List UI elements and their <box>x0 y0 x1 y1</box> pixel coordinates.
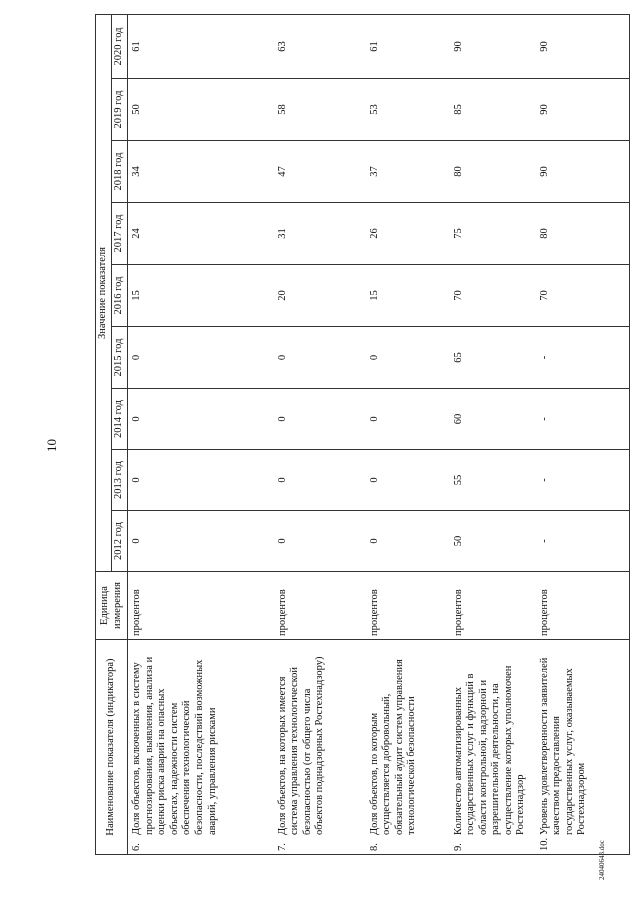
value-cell: 0 <box>274 450 366 511</box>
value-cell: 80 <box>450 141 536 203</box>
value-cell: 0 <box>274 327 366 389</box>
header-year-7: 2019 год <box>112 79 128 141</box>
value-cell: 90 <box>536 14 630 78</box>
indicator-table <box>95 14 630 855</box>
value-cell: 63 <box>274 14 366 78</box>
header-year-6: 2018 год <box>112 141 128 203</box>
value-cell: 24 <box>128 203 274 265</box>
value-cell: 26 <box>366 203 450 265</box>
value-cell: 61 <box>366 14 450 78</box>
indicator-name: Количество автоматизированных государственных услуг и функций в области контрольной, надзорной и разрешительной деятельности, на осуществление которых уполномочен Ростехнадзор <box>452 665 527 835</box>
value-cell: 85 <box>450 79 536 141</box>
value-cell: 0 <box>366 450 450 511</box>
indicator-name-cell <box>274 640 366 855</box>
value-cell: 90 <box>536 79 630 141</box>
header-indicator-values: Значение показателя <box>96 14 112 571</box>
value-cell: 0 <box>128 389 274 450</box>
value-cell: 90 <box>450 14 536 78</box>
value-cell: 0 <box>366 511 450 572</box>
value-cell: 34 <box>128 141 274 203</box>
row-number: 6. <box>131 843 142 851</box>
indicator-name: Доля объектов, по которым осуществляется добровольный, обязательный аудит систем управления технологической безопасности <box>368 659 418 835</box>
unit-cell: процентов <box>128 572 274 640</box>
table-row <box>450 14 536 854</box>
header-year-0: 2012 год <box>112 511 128 572</box>
row-number: 8. <box>368 843 380 851</box>
header-year-5: 2017 год <box>112 203 128 265</box>
value-cell: 47 <box>274 141 366 203</box>
value-cell: 0 <box>128 450 274 511</box>
value-cell: 0 <box>274 511 366 572</box>
header-year-2: 2014 год <box>112 389 128 450</box>
value-cell: 53 <box>366 79 450 141</box>
unit-cell: процентов <box>366 572 450 640</box>
document-file-id: 24040643.doc <box>598 840 606 880</box>
value-cell: 15 <box>366 265 450 327</box>
value-cell: 58 <box>274 79 366 141</box>
value-cell: 90 <box>536 141 630 203</box>
indicator-name-cell <box>128 640 274 855</box>
value-cell: - <box>536 511 630 572</box>
header-year-3: 2015 год <box>112 327 128 389</box>
indicator-name: Уровень удовлетворенности заявителей качеством предоставления государственных услуг, оказываемых Ростехнадзором <box>538 657 588 835</box>
page-number: 10 <box>44 439 59 452</box>
row-number: 10. <box>538 837 550 851</box>
indicator-name: Доля объектов, на которых имеется система управления технологической безопасностью (от общего числа объектов поднадзорных Ростехнадзору) <box>276 656 326 835</box>
row-number: 9. <box>452 843 464 851</box>
value-cell: 37 <box>366 141 450 203</box>
indicator-name-cell <box>536 640 630 855</box>
value-cell: 61 <box>128 14 274 78</box>
value-cell: 70 <box>450 265 536 327</box>
unit-cell: процентов <box>536 572 630 640</box>
header-year-8: 2020 год <box>112 14 128 78</box>
value-cell: 55 <box>450 450 536 511</box>
value-cell: 65 <box>450 327 536 389</box>
table-body <box>128 14 630 854</box>
value-cell: 31 <box>274 203 366 265</box>
value-cell: - <box>536 450 630 511</box>
indicator-name-cell <box>366 640 450 855</box>
value-cell: 0 <box>128 511 274 572</box>
table-row <box>536 14 630 854</box>
value-cell: 20 <box>274 265 366 327</box>
value-cell: 0 <box>128 327 274 389</box>
indicator-name-cell <box>450 640 536 855</box>
rotated-indicator-table-container <box>95 15 605 855</box>
header-year-4: 2016 год <box>112 265 128 327</box>
value-cell: 50 <box>128 79 274 141</box>
header-year-1: 2013 год <box>112 450 128 511</box>
value-cell: 0 <box>366 389 450 450</box>
value-cell: - <box>536 327 630 389</box>
value-cell: 70 <box>536 265 630 327</box>
table-row <box>128 14 274 854</box>
unit-cell: процентов <box>274 572 366 640</box>
value-cell: 60 <box>450 389 536 450</box>
value-cell: - <box>536 389 630 450</box>
row-number: 7. <box>276 843 288 851</box>
value-cell: 0 <box>274 389 366 450</box>
table-row <box>274 14 366 854</box>
value-cell: 75 <box>450 203 536 265</box>
value-cell: 50 <box>450 511 536 572</box>
header-unit: Единица измерения <box>96 572 128 640</box>
indicator-name: Доля объектов, включенных в систему прогнозирования, выявления, анализа и оценки риска аварий на опасных объектах, надежности систем обеспечения технологической безопасности, последствий возможных аварий, управления рисками <box>131 656 218 835</box>
value-cell: 15 <box>128 265 274 327</box>
header-indicator-name: Наименование показателя (индикатора) <box>96 640 128 855</box>
value-cell: 80 <box>536 203 630 265</box>
value-cell: 0 <box>366 327 450 389</box>
unit-cell: процентов <box>450 572 536 640</box>
table-row <box>366 14 450 854</box>
